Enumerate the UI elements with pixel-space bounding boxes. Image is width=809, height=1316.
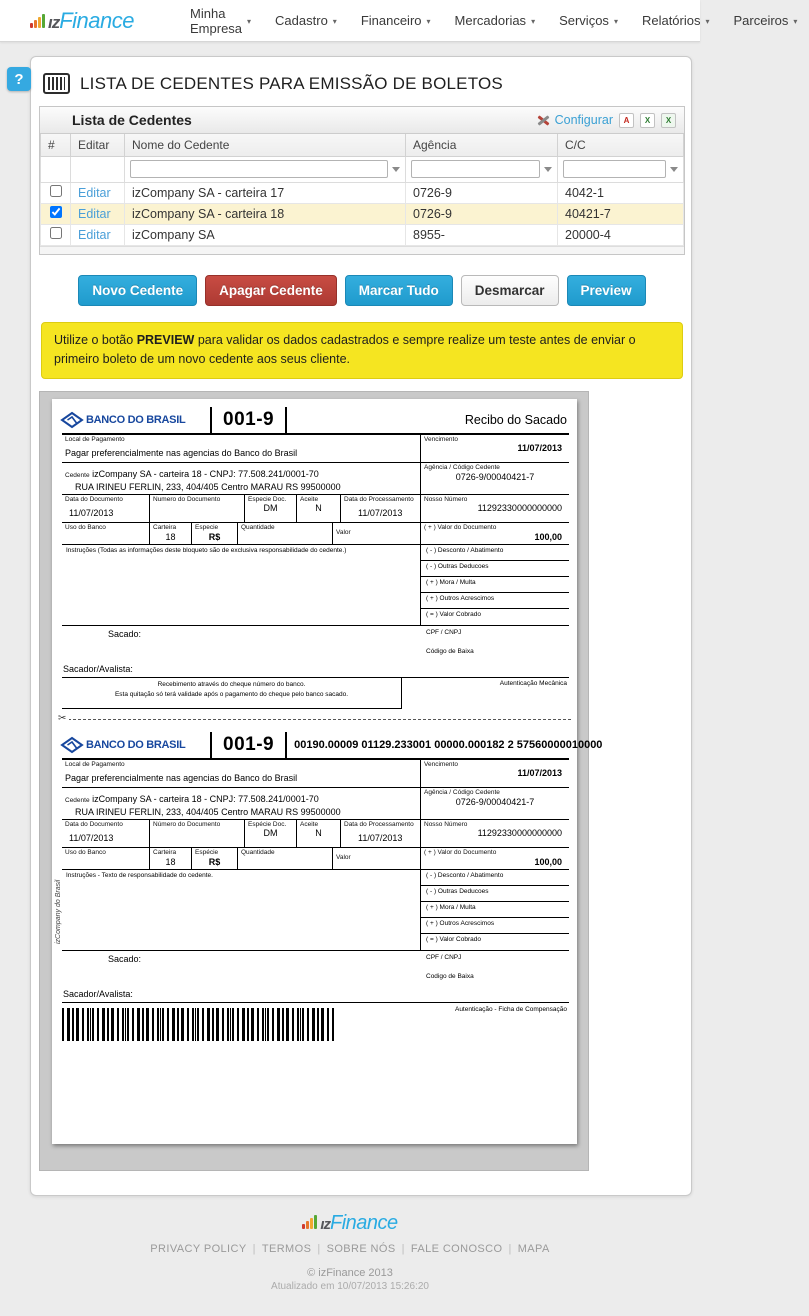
edit-link[interactable]: Editar bbox=[78, 186, 111, 200]
copyright: © izFinance 2013 bbox=[0, 1267, 700, 1279]
header-row bbox=[41, 134, 684, 156]
fale-conosco-link[interactable]: FALE CONOSCO bbox=[411, 1243, 503, 1255]
row-checkbox[interactable] bbox=[50, 206, 62, 218]
filter-nome-input[interactable] bbox=[130, 160, 388, 178]
bb-flower-icon bbox=[62, 413, 82, 427]
table-row bbox=[41, 182, 684, 203]
novo-cedente-button[interactable]: Novo Cedente bbox=[78, 275, 197, 307]
footer-links: PRIVACY POLICY | TERMOS | SOBRE NÓS | FALE CONOSCO | MAPA bbox=[0, 1243, 700, 1255]
menu-cadastro[interactable]: Cadastro ▾ bbox=[263, 0, 349, 42]
desmarcar-button[interactable]: Desmarcar bbox=[461, 275, 559, 307]
caret-down-icon: ▾ bbox=[793, 17, 797, 26]
col-header-nome: Nome do Cedente bbox=[125, 134, 406, 156]
cc-value: 20000-4 bbox=[558, 224, 684, 245]
filter-cc-input[interactable] bbox=[563, 160, 666, 178]
col-header-editar: Editar bbox=[71, 134, 125, 156]
cedentes-table bbox=[40, 134, 684, 246]
edit-link[interactable]: Editar bbox=[78, 207, 111, 221]
cc-value: 40421-7 bbox=[558, 203, 684, 224]
bank-code: 001-9 bbox=[210, 732, 287, 758]
help-icon[interactable]: ? bbox=[7, 67, 31, 91]
vertical-company-text: izCompany do Brasil bbox=[55, 880, 62, 944]
caret-down-icon: ▾ bbox=[614, 17, 618, 26]
boleto-preview-area bbox=[39, 391, 589, 1171]
cut-line bbox=[58, 719, 571, 720]
top-nav bbox=[0, 0, 700, 42]
menu-mercadorias[interactable]: Mercadorias ▾ bbox=[443, 0, 548, 42]
apagar-cedente-button[interactable]: Apagar Cedente bbox=[205, 275, 337, 307]
col-header-num: # bbox=[41, 134, 71, 156]
panel-title: Lista de Cedentes bbox=[72, 112, 192, 128]
filter-icon[interactable] bbox=[670, 167, 678, 172]
privacy-policy-link[interactable]: PRIVACY POLICY bbox=[150, 1243, 246, 1255]
agencia-value: 0726-9 bbox=[406, 203, 558, 224]
cedente-name: izCompany SA bbox=[125, 224, 406, 245]
logo-bars-icon bbox=[302, 1215, 318, 1229]
sobre-nos-link[interactable]: SOBRE NÓS bbox=[327, 1243, 396, 1255]
termos-link[interactable]: TERMOS bbox=[262, 1243, 311, 1255]
cedente-name: izCompany SA - carteira 18 bbox=[125, 203, 406, 224]
bank-code: 001-9 bbox=[210, 407, 287, 433]
cc-value: 4042-1 bbox=[558, 182, 684, 203]
last-updated: Atualizado em 10/07/2013 15:26:20 bbox=[0, 1281, 700, 1292]
boleto-recibo: BANCO DO BRASIL 001-9 Recibo do Sacado Local de Pagamento Pagar preferencialmente nas agencias do Banco do Brasil Vencimento 11/07/2013 Cedente izCompany SA - carteira 18 - CNPJ: 77.508.241/0001-70 RUA IRINEU FERLIN, 233, 404/405 Centro MARAU RS 99500000 Agência / Código Cedente 0726-9/00040421-7 Data do Documento 11/07/2013 Numero do Documento Especie Doc. DM Aceite N Data do Processamento 11/07/2013 Nosso Número 11292330000000000 Uso do Banco Carteira 18 Especie R$ Quantidade Valor ( + ) Valor do Documento 100,00 Instruções (Todas as informações deste bloqueto são de exclusiva responsabilidade do cedente.) ( - ) Desconto / Abatimento ( - ) Outras Deducoes ( + ) Mora / Multa ( + ) Outros Acrescimos ( = ) Valor Cobrado Sacado: CPF / CNPJ Código de Baixa Sacador/Avalista: Recebimento através do cheque número do banco. Esta quitação só terá validade após o pagamento do cheque pelo banco sacado. Autenticação Mecânica bbox=[62, 407, 569, 709]
col-header-agencia: Agência bbox=[406, 134, 558, 156]
table-row bbox=[41, 224, 684, 245]
menu-relatorios[interactable]: Relatórios ▾ bbox=[630, 0, 722, 42]
footer-logo[interactable]: ız Finance bbox=[302, 1212, 397, 1235]
boleto-sheet bbox=[52, 399, 577, 1144]
panel-footer bbox=[40, 246, 684, 254]
preview-button[interactable]: Preview bbox=[567, 275, 646, 307]
caret-down-icon: ▾ bbox=[427, 17, 431, 26]
cedentes-panel bbox=[39, 106, 685, 255]
banco-do-brasil-logo: BANCO DO BRASIL bbox=[62, 738, 210, 752]
logo-prefix: ız bbox=[48, 13, 59, 33]
caret-down-icon: ▾ bbox=[333, 17, 337, 26]
page-header bbox=[39, 71, 685, 106]
export-xls-icon[interactable]: X bbox=[640, 113, 655, 128]
export-xlsx-icon[interactable]: X bbox=[661, 113, 676, 128]
menu-servicos[interactable]: Serviços ▾ bbox=[547, 0, 630, 42]
menu-minha-empresa[interactable]: Minha Empresa ▾ bbox=[178, 0, 263, 42]
content-card bbox=[30, 56, 692, 1196]
banco-do-brasil-logo: BANCO DO BRASIL bbox=[62, 413, 210, 427]
filter-agencia-input[interactable] bbox=[411, 160, 540, 178]
col-header-cc: C/C bbox=[558, 134, 684, 156]
edit-link[interactable]: Editar bbox=[78, 228, 111, 242]
row-checkbox[interactable] bbox=[50, 185, 62, 197]
marcar-tudo-button[interactable]: Marcar Tudo bbox=[345, 275, 453, 307]
menu-parceiros[interactable]: Parceiros ▾ bbox=[722, 0, 809, 42]
panel-titlebar bbox=[40, 107, 684, 134]
autenticacao-label: Autenticação - Ficha de Compensação bbox=[455, 1006, 567, 1013]
caret-down-icon: ▾ bbox=[705, 17, 709, 26]
configure-icon[interactable] bbox=[537, 114, 550, 127]
filter-icon[interactable] bbox=[392, 167, 400, 172]
export-pdf-icon[interactable]: A bbox=[619, 113, 634, 128]
site-footer bbox=[0, 1196, 700, 1316]
bb-flower-icon bbox=[62, 738, 82, 752]
caret-down-icon: ▾ bbox=[531, 17, 535, 26]
boleto-barcode bbox=[62, 1008, 334, 1041]
scissors-icon: ✂ bbox=[58, 713, 69, 724]
menu-financeiro[interactable]: Financeiro ▾ bbox=[349, 0, 443, 42]
filter-icon[interactable] bbox=[544, 167, 552, 172]
page-title: LISTA DE CEDENTES PARA EMISSÃO DE BOLETOS bbox=[80, 74, 503, 94]
logo-bars-icon bbox=[30, 14, 46, 28]
recibo-label: Recibo do Sacado bbox=[287, 413, 569, 427]
configurar-link[interactable]: Configurar bbox=[555, 113, 613, 127]
main-menu bbox=[178, 0, 809, 42]
logo-name: Finance bbox=[59, 8, 134, 34]
preview-alert: Utilize o botão PREVIEW para validar os dados cadastrados e sempre realize um teste antes de enviar o primeiro boleto de um novo cedente aos seus cliente. bbox=[41, 322, 683, 379]
mapa-link[interactable]: MAPA bbox=[518, 1243, 550, 1255]
table-row bbox=[41, 203, 684, 224]
filter-row bbox=[41, 156, 684, 182]
boleto-ficha: izCompany do Brasil BANCO DO BRASIL 001-9 00190.00009 01129.233001 00000.000182 2 57560000010000 Local de Pagamento Pagar preferencialmente nas agencias do Banco do Brasil Vencimento 11/07/2013 Cedente izCompany SA - carteira 18 - CNPJ: 77.508.241/0001-70 RUA IRINEU FERLIN, 233, 404/405 Centro MARAU RS 99500000 Agência / Código Cedente 0726-9/00040421-7 Data do Documento 11/07/2013 Número do Documento Espécie Doc. DM Aceite N Data do Processamento 11/07/2013 Nosso Número 11292330000000000 Uso do Banco Carteira 18 Espécie R$ Quantidade Valor ( + ) Valor do Documento 100,00 Instruções - Texto de responsabilidade do cedente. ( - ) Desconto / Abatimento ( - ) Outras Deducoes ( + ) Mora / Multa ( + ) Outros Acrescimos ( = ) Valor Cobrado Sacado: CPF / CNPJ Codigo de Baixa Sacador/Avalista: Autenticação - Ficha de Compensação bbox=[62, 732, 569, 1046]
barcode-icon bbox=[43, 73, 70, 94]
agencia-value: 8955- bbox=[406, 224, 558, 245]
caret-down-icon: ▾ bbox=[247, 17, 251, 26]
linha-digitavel: 00190.00009 01129.233001 00000.000182 2 57560000010000 bbox=[287, 739, 602, 751]
cedente-name: izCompany SA - carteira 17 bbox=[125, 182, 406, 203]
action-buttons bbox=[39, 275, 685, 307]
row-checkbox[interactable] bbox=[50, 227, 62, 239]
agencia-value: 0726-9 bbox=[406, 182, 558, 203]
alert-bold: PREVIEW bbox=[137, 333, 195, 347]
logo[interactable] bbox=[30, 8, 134, 34]
